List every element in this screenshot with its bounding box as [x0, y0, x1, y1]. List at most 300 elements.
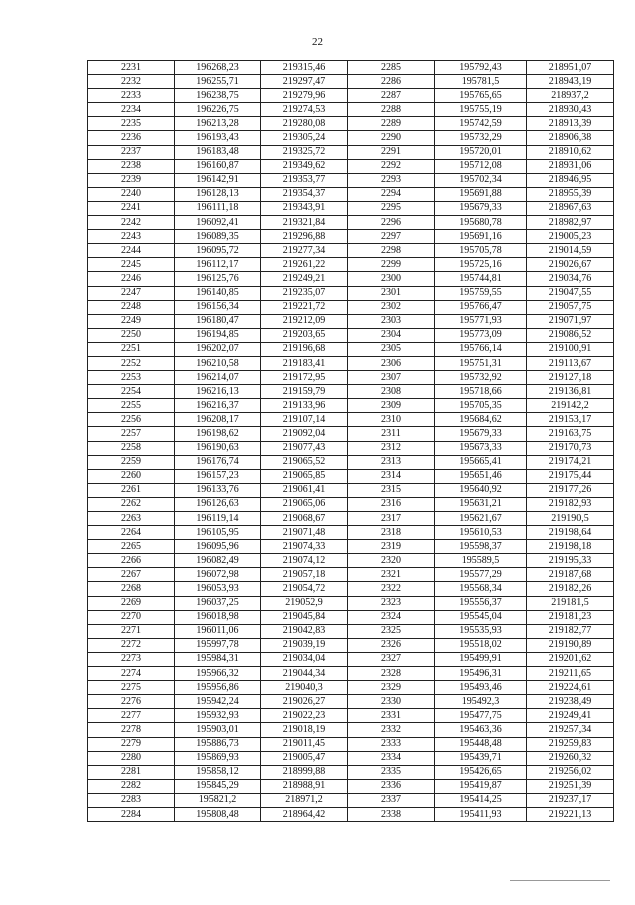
coordinates-table: [87, 60, 614, 822]
y-coordinate-cell: 219349,62: [261, 159, 348, 173]
x-coordinate-cell: 196126,63: [175, 497, 261, 511]
y-coordinate-cell: 219203,65: [261, 328, 348, 342]
x-coordinate-cell: 195759,55: [435, 286, 527, 300]
y-coordinate-cell: 219321,84: [261, 216, 348, 230]
x-coordinate-cell: 196160,87: [175, 159, 261, 173]
point-number-cell: 2249: [88, 314, 175, 328]
point-number-cell: 2318: [348, 526, 435, 540]
y-coordinate-cell: 219026,67: [527, 258, 614, 272]
point-number-cell: 2327: [348, 652, 435, 666]
table-row: [88, 201, 614, 215]
point-number-cell: 2289: [348, 117, 435, 131]
table-row: [88, 371, 614, 385]
point-number-cell: 2273: [88, 652, 175, 666]
x-coordinate-cell: 196268,23: [175, 61, 261, 75]
coordinates-table-body: [88, 61, 614, 822]
table-row: [88, 497, 614, 511]
y-coordinate-cell: 218951,07: [527, 61, 614, 75]
x-coordinate-cell: 195679,33: [435, 201, 527, 215]
point-number-cell: 2250: [88, 328, 175, 342]
x-coordinate-cell: 195744,81: [435, 272, 527, 286]
x-coordinate-cell: 196156,34: [175, 300, 261, 314]
x-coordinate-cell: 196053,93: [175, 582, 261, 596]
point-number-cell: 2264: [88, 526, 175, 540]
y-coordinate-cell: 218931,06: [527, 159, 614, 173]
y-coordinate-cell: 219159,79: [261, 385, 348, 399]
point-number-cell: 2326: [348, 638, 435, 652]
table-row: [88, 131, 614, 145]
table-row: [88, 596, 614, 610]
x-coordinate-cell: 196092,41: [175, 216, 261, 230]
y-coordinate-cell: 219260,32: [527, 751, 614, 765]
x-coordinate-cell: 196111,18: [175, 201, 261, 215]
point-number-cell: 2285: [348, 61, 435, 75]
page-number: 22: [312, 36, 323, 48]
x-coordinate-cell: 195821,2: [175, 793, 261, 807]
y-coordinate-cell: 219198,64: [527, 526, 614, 540]
y-coordinate-cell: 218906,38: [527, 131, 614, 145]
x-coordinate-cell: 195680,78: [435, 216, 527, 230]
x-coordinate-cell: 195732,29: [435, 131, 527, 145]
point-number-cell: 2237: [88, 145, 175, 159]
x-coordinate-cell: 195720,01: [435, 145, 527, 159]
table-row: [88, 356, 614, 370]
table-row: [88, 272, 614, 286]
y-coordinate-cell: 219034,04: [261, 652, 348, 666]
x-coordinate-cell: 195712,08: [435, 159, 527, 173]
point-number-cell: 2329: [348, 681, 435, 695]
point-number-cell: 2297: [348, 230, 435, 244]
y-coordinate-cell: 219052,9: [261, 596, 348, 610]
x-coordinate-cell: 196214,07: [175, 371, 261, 385]
y-coordinate-cell: 219068,67: [261, 512, 348, 526]
point-number-cell: 2283: [88, 793, 175, 807]
table-row: [88, 61, 614, 75]
y-coordinate-cell: 218937,2: [527, 89, 614, 103]
point-number-cell: 2298: [348, 244, 435, 258]
point-number-cell: 2287: [348, 89, 435, 103]
x-coordinate-cell: 195869,93: [175, 751, 261, 765]
x-coordinate-cell: 196238,75: [175, 89, 261, 103]
point-number-cell: 2266: [88, 554, 175, 568]
x-coordinate-cell: 195765,65: [435, 89, 527, 103]
y-coordinate-cell: 219211,65: [527, 667, 614, 681]
table-row: [88, 793, 614, 807]
y-coordinate-cell: 219061,41: [261, 483, 348, 497]
table-row: [88, 512, 614, 526]
point-number-cell: 2301: [348, 286, 435, 300]
x-coordinate-cell: 195640,92: [435, 483, 527, 497]
x-coordinate-cell: 196037,25: [175, 596, 261, 610]
table-row: [88, 258, 614, 272]
table-row: [88, 540, 614, 554]
point-number-cell: 2252: [88, 356, 175, 370]
table-row: [88, 89, 614, 103]
x-coordinate-cell: 196198,62: [175, 427, 261, 441]
point-number-cell: 2305: [348, 342, 435, 356]
x-coordinate-cell: 196128,13: [175, 187, 261, 201]
y-coordinate-cell: 219212,09: [261, 314, 348, 328]
table-row: [88, 216, 614, 230]
y-coordinate-cell: 218910,62: [527, 145, 614, 159]
point-number-cell: 2261: [88, 483, 175, 497]
y-coordinate-cell: 219237,17: [527, 793, 614, 807]
x-coordinate-cell: 195766,14: [435, 342, 527, 356]
x-coordinate-cell: 195732,92: [435, 371, 527, 385]
point-number-cell: 2238: [88, 159, 175, 173]
x-coordinate-cell: 196142,91: [175, 173, 261, 187]
y-coordinate-cell: 219296,88: [261, 230, 348, 244]
y-coordinate-cell: 219057,18: [261, 568, 348, 582]
table-row: [88, 427, 614, 441]
x-coordinate-cell: 196119,14: [175, 512, 261, 526]
y-coordinate-cell: 218946,95: [527, 173, 614, 187]
point-number-cell: 2282: [88, 779, 175, 793]
point-number-cell: 2272: [88, 638, 175, 652]
point-number-cell: 2300: [348, 272, 435, 286]
point-number-cell: 2332: [348, 723, 435, 737]
y-coordinate-cell: 219279,96: [261, 89, 348, 103]
point-number-cell: 2304: [348, 328, 435, 342]
x-coordinate-cell: 195886,73: [175, 737, 261, 751]
y-coordinate-cell: 219182,93: [527, 497, 614, 511]
x-coordinate-cell: 196140,85: [175, 286, 261, 300]
table-row: [88, 483, 614, 497]
point-number-cell: 2269: [88, 596, 175, 610]
y-coordinate-cell: 219040,3: [261, 681, 348, 695]
point-number-cell: 2290: [348, 131, 435, 145]
point-number-cell: 2256: [88, 413, 175, 427]
point-number-cell: 2235: [88, 117, 175, 131]
x-coordinate-cell: 196183,48: [175, 145, 261, 159]
table-row: [88, 230, 614, 244]
x-coordinate-cell: 195771,93: [435, 314, 527, 328]
y-coordinate-cell: 219256,02: [527, 765, 614, 779]
table-row: [88, 610, 614, 624]
y-coordinate-cell: 219034,76: [527, 272, 614, 286]
point-number-cell: 2325: [348, 624, 435, 638]
x-coordinate-cell: 195673,33: [435, 441, 527, 455]
y-coordinate-cell: 219107,14: [261, 413, 348, 427]
x-coordinate-cell: 195439,71: [435, 751, 527, 765]
table-row: [88, 723, 614, 737]
y-coordinate-cell: 219187,68: [527, 568, 614, 582]
x-coordinate-cell: 195858,12: [175, 765, 261, 779]
y-coordinate-cell: 219261,22: [261, 258, 348, 272]
x-coordinate-cell: 196216,13: [175, 385, 261, 399]
x-coordinate-cell: 196202,07: [175, 342, 261, 356]
point-number-cell: 2279: [88, 737, 175, 751]
point-number-cell: 2232: [88, 75, 175, 89]
x-coordinate-cell: 196082,49: [175, 554, 261, 568]
y-coordinate-cell: 219198,18: [527, 540, 614, 554]
y-coordinate-cell: 219181,5: [527, 596, 614, 610]
x-coordinate-cell: 195932,93: [175, 709, 261, 723]
table-row: [88, 751, 614, 765]
y-coordinate-cell: 219259,83: [527, 737, 614, 751]
y-coordinate-cell: 218955,39: [527, 187, 614, 201]
point-number-cell: 2258: [88, 441, 175, 455]
x-coordinate-cell: 195792,43: [435, 61, 527, 75]
y-coordinate-cell: 219224,61: [527, 681, 614, 695]
y-coordinate-cell: 219195,33: [527, 554, 614, 568]
x-coordinate-cell: 195631,21: [435, 497, 527, 511]
x-coordinate-cell: 195610,53: [435, 526, 527, 540]
table-row: [88, 765, 614, 779]
x-coordinate-cell: 195755,19: [435, 103, 527, 117]
x-coordinate-cell: 196095,72: [175, 244, 261, 258]
point-number-cell: 2294: [348, 187, 435, 201]
point-number-cell: 2296: [348, 216, 435, 230]
table-row: [88, 737, 614, 751]
table-row: [88, 441, 614, 455]
point-number-cell: 2303: [348, 314, 435, 328]
point-number-cell: 2308: [348, 385, 435, 399]
x-coordinate-cell: 195679,33: [435, 427, 527, 441]
table-row: [88, 681, 614, 695]
y-coordinate-cell: 219127,18: [527, 371, 614, 385]
table-row: [88, 103, 614, 117]
point-number-cell: 2337: [348, 793, 435, 807]
x-coordinate-cell: 195499,91: [435, 652, 527, 666]
x-coordinate-cell: 195463,36: [435, 723, 527, 737]
y-coordinate-cell: 219183,41: [261, 356, 348, 370]
point-number-cell: 2288: [348, 103, 435, 117]
footer-divider: [510, 880, 610, 881]
point-number-cell: 2328: [348, 667, 435, 681]
point-number-cell: 2268: [88, 582, 175, 596]
y-coordinate-cell: 219042,83: [261, 624, 348, 638]
point-number-cell: 2262: [88, 497, 175, 511]
x-coordinate-cell: 196180,47: [175, 314, 261, 328]
point-number-cell: 2295: [348, 201, 435, 215]
x-coordinate-cell: 195742,59: [435, 117, 527, 131]
point-number-cell: 2233: [88, 89, 175, 103]
point-number-cell: 2286: [348, 75, 435, 89]
y-coordinate-cell: 219201,62: [527, 652, 614, 666]
point-number-cell: 2322: [348, 582, 435, 596]
point-number-cell: 2316: [348, 497, 435, 511]
y-coordinate-cell: 219190,89: [527, 638, 614, 652]
table-row: [88, 554, 614, 568]
point-number-cell: 2309: [348, 399, 435, 413]
y-coordinate-cell: 219182,26: [527, 582, 614, 596]
table-row: [88, 145, 614, 159]
x-coordinate-cell: 195781,5: [435, 75, 527, 89]
point-number-cell: 2319: [348, 540, 435, 554]
x-coordinate-cell: 195705,35: [435, 399, 527, 413]
table-row: [88, 413, 614, 427]
y-coordinate-cell: 218999,88: [261, 765, 348, 779]
y-coordinate-cell: 219005,47: [261, 751, 348, 765]
y-coordinate-cell: 219086,52: [527, 328, 614, 342]
point-number-cell: 2243: [88, 230, 175, 244]
point-number-cell: 2324: [348, 610, 435, 624]
point-number-cell: 2241: [88, 201, 175, 215]
y-coordinate-cell: 219221,13: [527, 807, 614, 821]
point-number-cell: 2244: [88, 244, 175, 258]
x-coordinate-cell: 195702,34: [435, 173, 527, 187]
y-coordinate-cell: 219065,85: [261, 469, 348, 483]
x-coordinate-cell: 195942,24: [175, 695, 261, 709]
point-number-cell: 2299: [348, 258, 435, 272]
point-number-cell: 2321: [348, 568, 435, 582]
y-coordinate-cell: 219257,34: [527, 723, 614, 737]
x-coordinate-cell: 195589,5: [435, 554, 527, 568]
point-number-cell: 2280: [88, 751, 175, 765]
x-coordinate-cell: 196095,96: [175, 540, 261, 554]
y-coordinate-cell: 219054,72: [261, 582, 348, 596]
table-row: [88, 159, 614, 173]
x-coordinate-cell: 195691,16: [435, 230, 527, 244]
point-number-cell: 2317: [348, 512, 435, 526]
y-coordinate-cell: 219170,73: [527, 441, 614, 455]
point-number-cell: 2293: [348, 173, 435, 187]
x-coordinate-cell: 195492,3: [435, 695, 527, 709]
table-row: [88, 75, 614, 89]
y-coordinate-cell: 219065,52: [261, 455, 348, 469]
point-number-cell: 2270: [88, 610, 175, 624]
y-coordinate-cell: 219136,81: [527, 385, 614, 399]
y-coordinate-cell: 219065,06: [261, 497, 348, 511]
table-row: [88, 300, 614, 314]
table-row: [88, 314, 614, 328]
x-coordinate-cell: 195773,09: [435, 328, 527, 342]
y-coordinate-cell: 219100,91: [527, 342, 614, 356]
y-coordinate-cell: 219238,49: [527, 695, 614, 709]
y-coordinate-cell: 219153,17: [527, 413, 614, 427]
y-coordinate-cell: 219315,46: [261, 61, 348, 75]
x-coordinate-cell: 196072,98: [175, 568, 261, 582]
x-coordinate-cell: 195766,47: [435, 300, 527, 314]
point-number-cell: 2265: [88, 540, 175, 554]
x-coordinate-cell: 196255,71: [175, 75, 261, 89]
y-coordinate-cell: 219077,43: [261, 441, 348, 455]
y-coordinate-cell: 219181,23: [527, 610, 614, 624]
table-row: [88, 399, 614, 413]
point-number-cell: 2271: [88, 624, 175, 638]
x-coordinate-cell: 195684,62: [435, 413, 527, 427]
x-coordinate-cell: 196208,17: [175, 413, 261, 427]
point-number-cell: 2231: [88, 61, 175, 75]
x-coordinate-cell: 195518,02: [435, 638, 527, 652]
y-coordinate-cell: 219014,59: [527, 244, 614, 258]
point-number-cell: 2247: [88, 286, 175, 300]
point-number-cell: 2338: [348, 807, 435, 821]
point-number-cell: 2236: [88, 131, 175, 145]
x-coordinate-cell: 195598,37: [435, 540, 527, 554]
y-coordinate-cell: 219074,12: [261, 554, 348, 568]
y-coordinate-cell: 219221,72: [261, 300, 348, 314]
point-number-cell: 2248: [88, 300, 175, 314]
x-coordinate-cell: 196193,43: [175, 131, 261, 145]
x-coordinate-cell: 196213,28: [175, 117, 261, 131]
y-coordinate-cell: 219190,5: [527, 512, 614, 526]
x-coordinate-cell: 195691,88: [435, 187, 527, 201]
x-coordinate-cell: 196194,85: [175, 328, 261, 342]
x-coordinate-cell: 196190,63: [175, 441, 261, 455]
point-number-cell: 2314: [348, 469, 435, 483]
x-coordinate-cell: 195493,46: [435, 681, 527, 695]
point-number-cell: 2263: [88, 512, 175, 526]
x-coordinate-cell: 196125,76: [175, 272, 261, 286]
y-coordinate-cell: 219011,45: [261, 737, 348, 751]
point-number-cell: 2292: [348, 159, 435, 173]
y-coordinate-cell: 219343,91: [261, 201, 348, 215]
point-number-cell: 2242: [88, 216, 175, 230]
point-number-cell: 2334: [348, 751, 435, 765]
x-coordinate-cell: 196112,17: [175, 258, 261, 272]
x-coordinate-cell: 195414,25: [435, 793, 527, 807]
point-number-cell: 2320: [348, 554, 435, 568]
x-coordinate-cell: 195477,75: [435, 709, 527, 723]
point-number-cell: 2253: [88, 371, 175, 385]
point-number-cell: 2239: [88, 173, 175, 187]
x-coordinate-cell: 195665,41: [435, 455, 527, 469]
table-row: [88, 342, 614, 356]
y-coordinate-cell: 219305,24: [261, 131, 348, 145]
y-coordinate-cell: 219142,2: [527, 399, 614, 413]
point-number-cell: 2302: [348, 300, 435, 314]
point-number-cell: 2333: [348, 737, 435, 751]
y-coordinate-cell: 219235,07: [261, 286, 348, 300]
x-coordinate-cell: 195903,01: [175, 723, 261, 737]
x-coordinate-cell: 195419,87: [435, 779, 527, 793]
x-coordinate-cell: 196216,37: [175, 399, 261, 413]
table-row: [88, 624, 614, 638]
point-number-cell: 2274: [88, 667, 175, 681]
y-coordinate-cell: 219113,67: [527, 356, 614, 370]
point-number-cell: 2306: [348, 356, 435, 370]
table-row: [88, 568, 614, 582]
x-coordinate-cell: 195956,86: [175, 681, 261, 695]
x-coordinate-cell: 196226,75: [175, 103, 261, 117]
table-row: [88, 244, 614, 258]
point-number-cell: 2291: [348, 145, 435, 159]
x-coordinate-cell: 196176,74: [175, 455, 261, 469]
point-number-cell: 2276: [88, 695, 175, 709]
x-coordinate-cell: 195651,46: [435, 469, 527, 483]
y-coordinate-cell: 219175,44: [527, 469, 614, 483]
y-coordinate-cell: 219297,47: [261, 75, 348, 89]
point-number-cell: 2251: [88, 342, 175, 356]
table-row: [88, 695, 614, 709]
y-coordinate-cell: 219174,21: [527, 455, 614, 469]
point-number-cell: 2315: [348, 483, 435, 497]
x-coordinate-cell: 196105,95: [175, 526, 261, 540]
y-coordinate-cell: 219163,75: [527, 427, 614, 441]
point-number-cell: 2323: [348, 596, 435, 610]
y-coordinate-cell: 218913,39: [527, 117, 614, 131]
x-coordinate-cell: 195621,67: [435, 512, 527, 526]
y-coordinate-cell: 219092,04: [261, 427, 348, 441]
y-coordinate-cell: 219074,33: [261, 540, 348, 554]
y-coordinate-cell: 218971,2: [261, 793, 348, 807]
y-coordinate-cell: 218988,91: [261, 779, 348, 793]
point-number-cell: 2260: [88, 469, 175, 483]
point-number-cell: 2245: [88, 258, 175, 272]
x-coordinate-cell: 195808,48: [175, 807, 261, 821]
x-coordinate-cell: 195966,32: [175, 667, 261, 681]
point-number-cell: 2310: [348, 413, 435, 427]
y-coordinate-cell: 218930,43: [527, 103, 614, 117]
table-row: [88, 286, 614, 300]
x-coordinate-cell: 196157,23: [175, 469, 261, 483]
y-coordinate-cell: 218967,63: [527, 201, 614, 215]
table-row: [88, 385, 614, 399]
x-coordinate-cell: 195705,78: [435, 244, 527, 258]
y-coordinate-cell: 219249,21: [261, 272, 348, 286]
